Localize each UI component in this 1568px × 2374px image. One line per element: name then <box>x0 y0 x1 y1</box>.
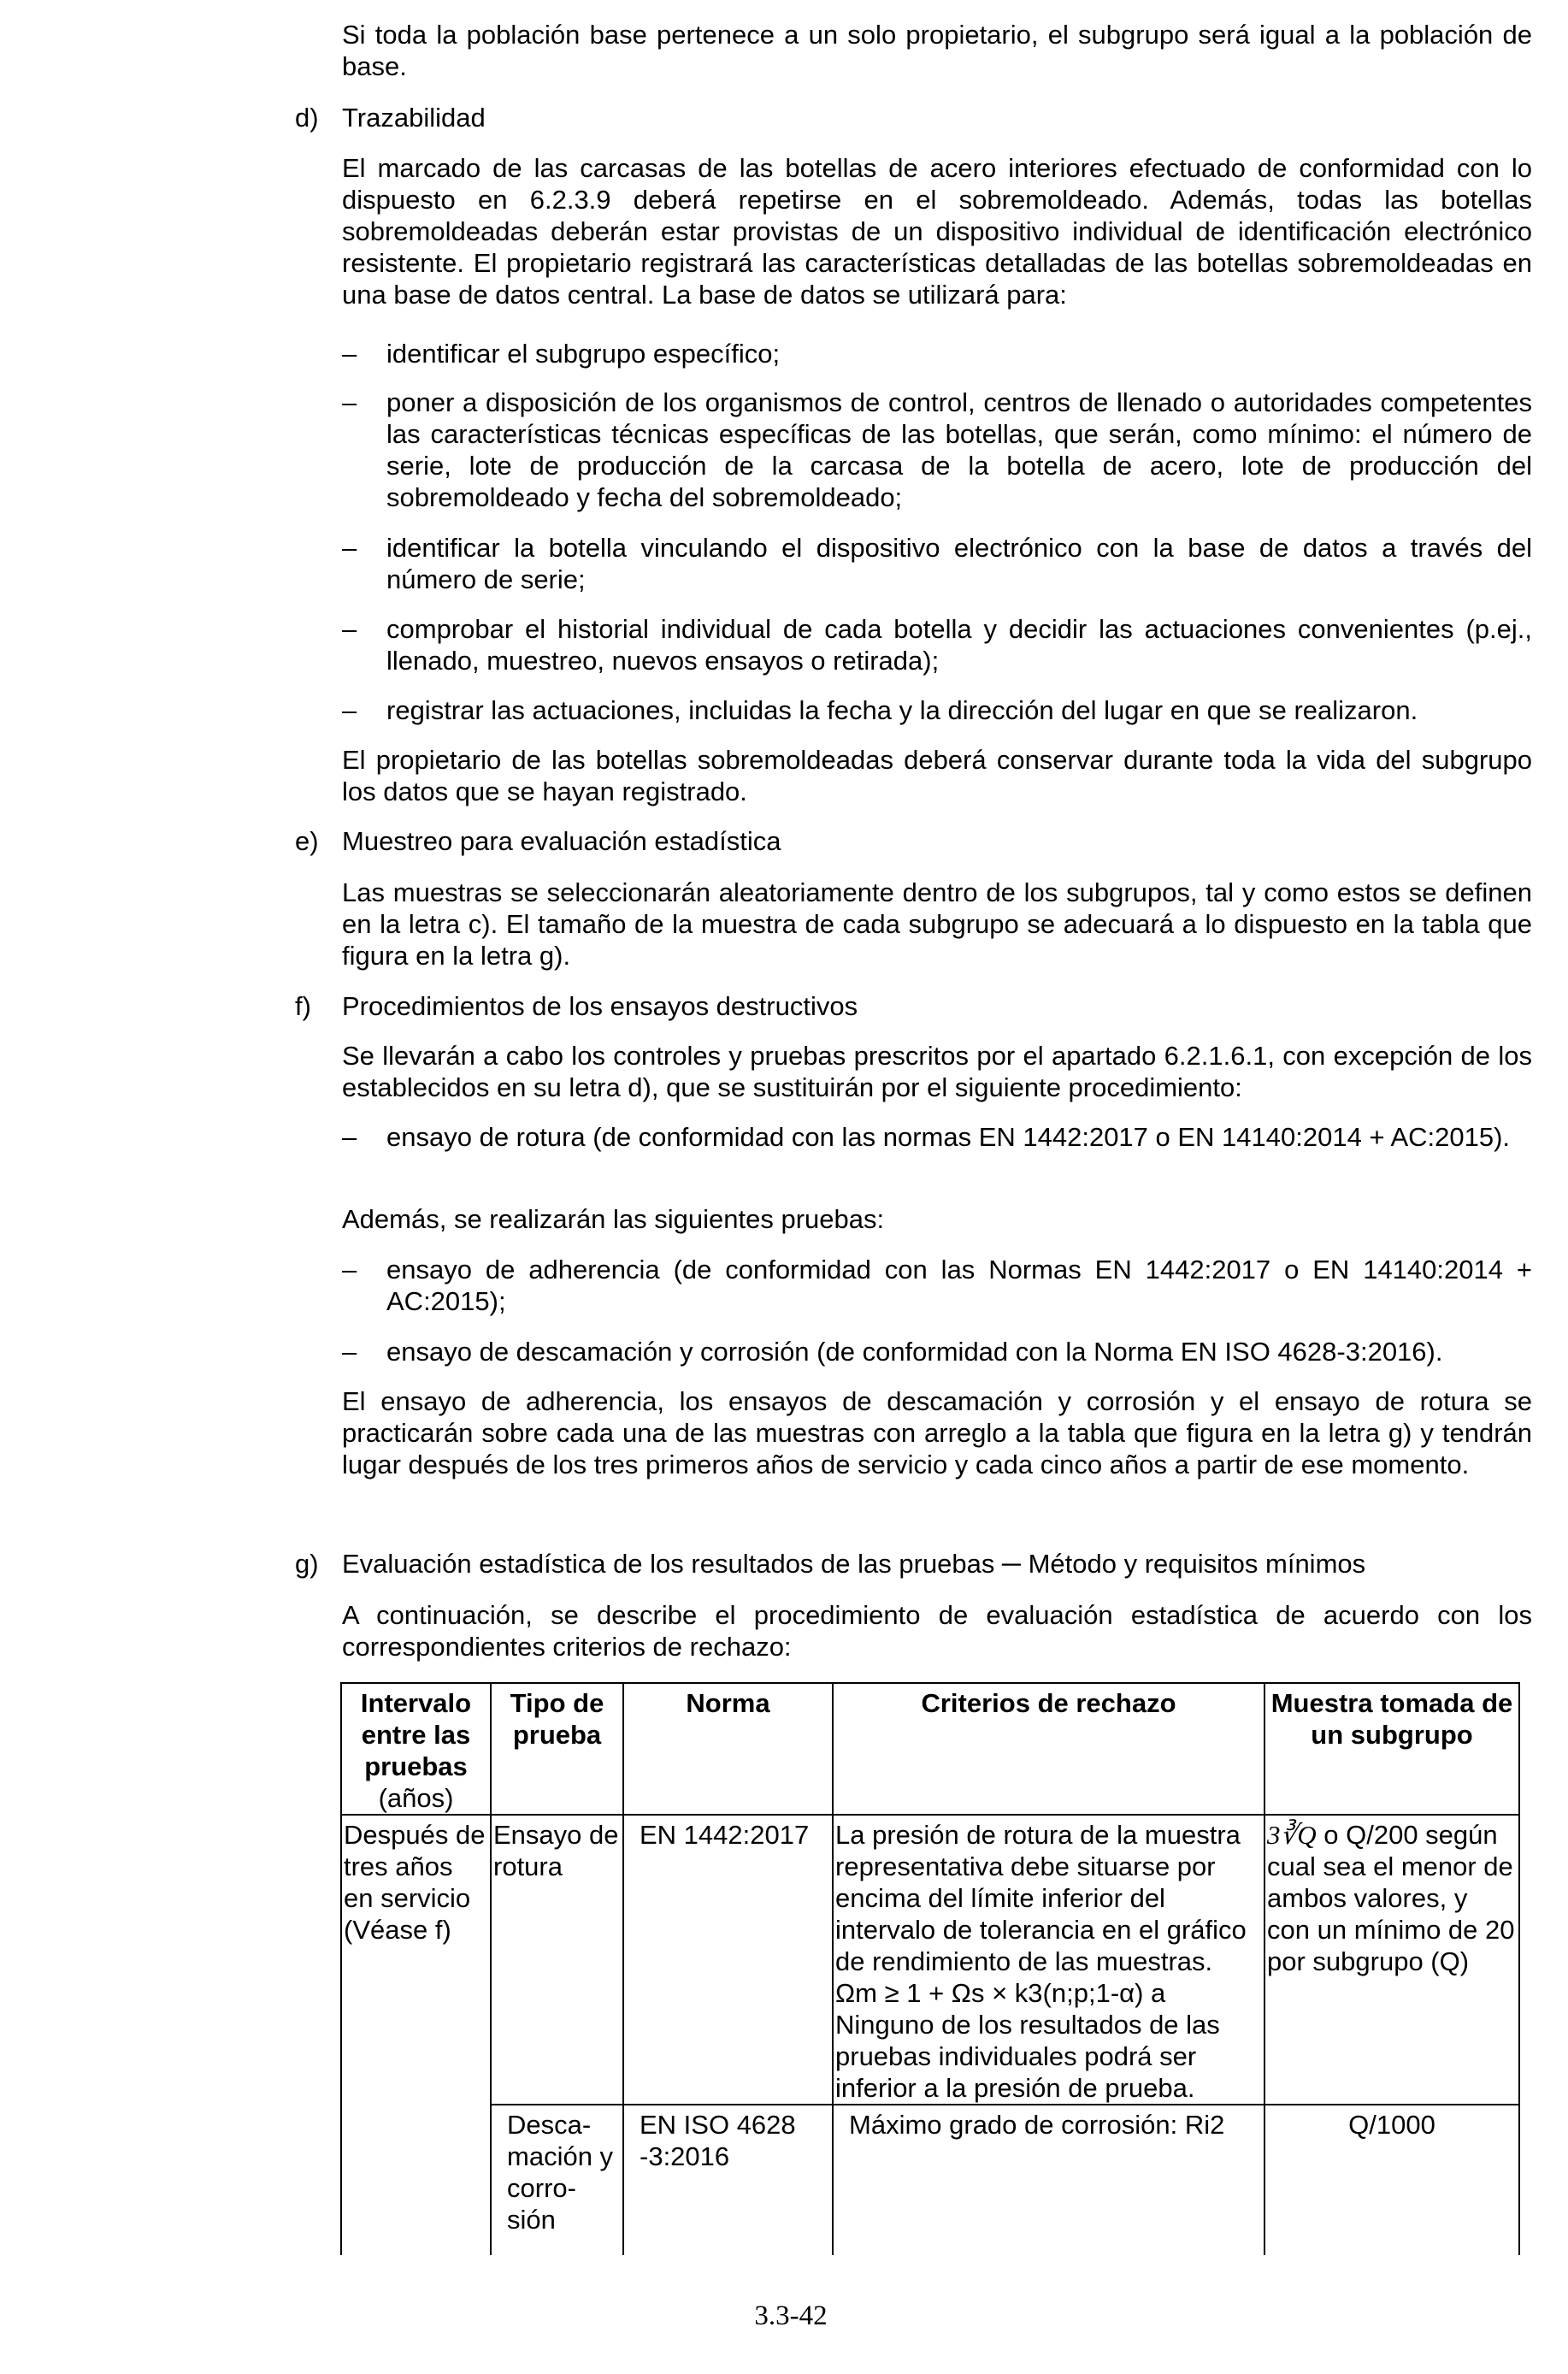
section-g-letter: g) <box>295 1549 319 1579</box>
section-d-letter: d) <box>295 103 319 133</box>
dash-bullet: – <box>342 695 357 725</box>
header-type: Tipo de prueba <box>491 1683 623 1815</box>
section-e-letter: e) <box>295 826 319 856</box>
section-f-also: Además, se realizarán las siguientes pruebas: <box>342 1204 885 1234</box>
header-sample: Muestra tomada de un subgrupo <box>1264 1683 1519 1815</box>
cell-norm: EN ISO 4628 -3:2016 <box>623 2105 833 2255</box>
f-list-item-text: ensayo de adherencia (de conformidad con las Normas EN 1442:2017 o EN 14140:2014 + AC:2015); <box>386 1255 1532 1316</box>
dash-bullet: – <box>342 1122 357 1152</box>
section-e-title: Muestreo para evaluación estadística <box>342 826 781 856</box>
d-list-item-text: identificar la botella vinculando el dispositivo electrónico con la base de datos a través del número de serie; <box>386 533 1532 594</box>
d-list-item-text: poner a disposición de los organismos de control, centros de llenado o autoridades competentes las características técnicas específicas de las botellas, que serán, como mínimo: el número de serie, lote de producción de la carcasa de la botella de acero, lote de producción del sobremoldeado y fecha del sobremoldeado; <box>386 387 1532 512</box>
header-interval-unit: (años) <box>378 1783 454 1813</box>
table-row <box>341 2105 1519 2255</box>
dash-bullet: – <box>342 387 357 417</box>
cell-type: Ensayo de rotura <box>491 1815 623 2105</box>
header-criteria: Criterios de rechazo <box>833 1683 1264 1815</box>
section-f-title: Procedimientos de los ensayos destructivos <box>342 991 858 1021</box>
sample-text: o Q/200 según cual sea el menor de ambos valores, y con un mínimo de 20 por subgrupo (Q) <box>1267 1820 1515 1976</box>
dash-bullet: – <box>342 533 357 563</box>
page-number: 3.3-42 <box>754 2300 828 2331</box>
header-interval-label: Intervalo entre las pruebas <box>360 1688 472 1781</box>
section-f-body: Se llevarán a cabo los controles y pruebas prescritos por el apartado 6.2.1.6.1, con excepción de los establecidos en su letra d), que se sustituirán por el siguiente procedimiento: <box>342 1041 1532 1102</box>
f-list-item-text: ensayo de descamación y corrosión (de conformidad con la Norma EN ISO 4628-3:2016). <box>386 1337 1443 1367</box>
section-d-body: El marcado de las carcasas de las botellas de acero interiores efectuado de conformidad con lo dispuesto en 6.2.3.9 deberá repetirse en el sobremoldeado. Además, todas las botellas sobremoldeadas deberán estar provistas de un dispositivo individual de identificación electrónico resistente. El propietario registrará las características detalladas de las botellas sobremoldeadas en una base de datos central. La base de datos se utilizará para: <box>342 153 1532 310</box>
d-list-item-text: registrar las actuaciones, incluidas la fecha y la dirección del lugar en que se realizaron. <box>386 695 1418 725</box>
cell-sample <box>1264 1815 1519 2105</box>
header-norm: Norma <box>623 1683 833 1815</box>
table-header-row <box>341 1683 1519 1815</box>
cell-norm: EN 1442:2017 <box>623 1815 833 2105</box>
header-interval <box>341 1683 491 1815</box>
cell-sample: Q/1000 <box>1264 2105 1519 2255</box>
evaluation-table-wrapper <box>340 1682 1518 2281</box>
evaluation-table <box>340 1682 1520 2255</box>
dash-bullet: – <box>342 1255 357 1284</box>
table-row <box>341 1815 1519 2105</box>
dash-bullet: – <box>342 614 357 644</box>
section-e-body: Las muestras se seleccionarán aleatoriamente dentro de los subgrupos, tal y como estos se definen en la letra c). El tamaño de la muestra de cada subgrupo se adecuará a lo dispuesto en la tabla que figura en la letra g). <box>342 877 1532 971</box>
section-d-title: Trazabilidad <box>342 103 486 133</box>
cube-root-formula: 3∛Q <box>1267 1820 1317 1850</box>
section-g-title: Evaluación estadística de los resultados de las pruebas ─ Método y requisitos mínimos <box>342 1549 1366 1579</box>
criteria-text-b: Ninguno de los resultados de las pruebas individuales podrá ser inferior a la presión de prueba. <box>835 2010 1220 2103</box>
cell-criteria: Máximo grado de corrosión: Ri2 <box>833 2105 1264 2255</box>
section-f-letter: f) <box>295 991 311 1021</box>
f-list-item-text: ensayo de rotura (de conformidad con las normas EN 1442:2017 o EN 14140:2014 + AC:2015). <box>386 1122 1511 1152</box>
intro-paragraph: Si toda la población base pertenece a un solo propietario, el subgrupo será igual a la población de base. <box>342 20 1532 81</box>
d-list-item-text: comprobar el historial individual de cada botella y decidir las actuaciones convenientes (p.ej., llenado, muestreo, nuevos ensayos o retirada); <box>386 614 1532 676</box>
cell-interval: Después de tres años en servicio (Véase f) <box>341 1815 491 2255</box>
section-d-closing: El propietario de las botellas sobremoldeadas deberá conservar durante toda la vida del subgrupo los datos que se hayan registrado. <box>342 745 1532 806</box>
d-list-item-text: identificar el subgrupo específico; <box>386 339 781 369</box>
criteria-formula: Ωm ≥ 1 + Ωs × k3(n;p;1-α) a <box>835 1978 1166 2008</box>
section-f-closing: El ensayo de adherencia, los ensayos de descamación y corrosión y el ensayo de rotura se practicarán sobre cada una de las muestras con arreglo a la tabla que figura en la letra g) y tendrán lugar después de los tres primeros años de servicio y cada cinco años a partir de ese momento. <box>342 1386 1532 1479</box>
cell-type: Desca-mación y corro-sión <box>491 2105 623 2255</box>
dash-bullet: – <box>342 1337 357 1367</box>
section-g-body: A continuación, se describe el procedimiento de evaluación estadística de acuerdo con los correspondientes criterios de rechazo: <box>342 1600 1532 1662</box>
dash-bullet: – <box>342 339 357 369</box>
criteria-text-a: La presión de rotura de la muestra representativa debe situarse por encima del límite inferior del intervalo de tolerancia en el gráfico de rendimiento de las muestras. <box>835 1820 1247 1976</box>
cell-criteria <box>833 1815 1264 2105</box>
